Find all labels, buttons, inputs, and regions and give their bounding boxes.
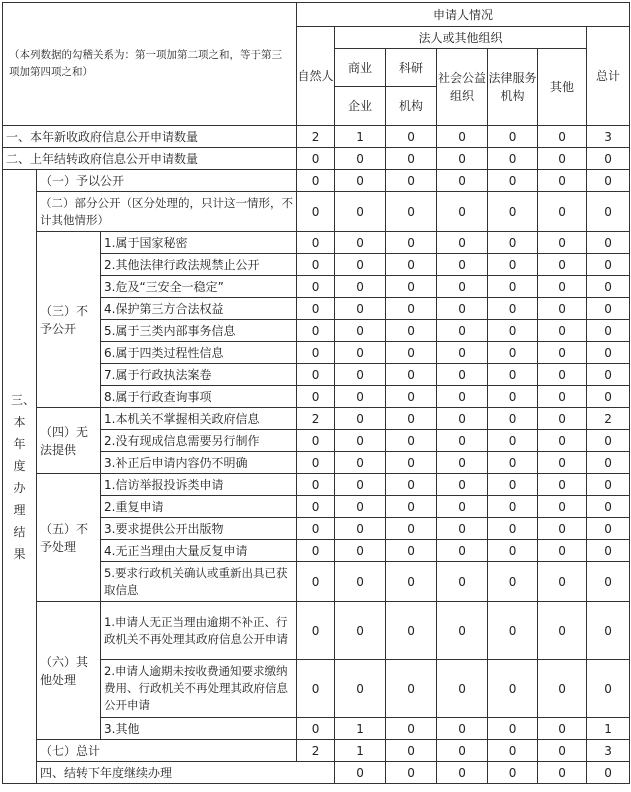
cell: 0: [437, 430, 488, 452]
cell: 0: [538, 452, 587, 474]
cell: 0: [488, 170, 538, 192]
cell: 0: [386, 254, 437, 276]
cell: 0: [335, 408, 386, 430]
cell: 0: [297, 386, 335, 408]
research-header-bottom: 机构: [386, 87, 437, 126]
cell: 0: [386, 408, 437, 430]
cell: 0: [538, 660, 587, 718]
cell: 0: [488, 386, 538, 408]
cell: 0: [386, 660, 437, 718]
cell: 1: [335, 126, 386, 148]
social-org-header: 社会公益组织: [437, 49, 488, 126]
cell: 0: [488, 762, 538, 784]
cell: 0: [335, 602, 386, 660]
cell: 0: [335, 364, 386, 386]
cell: 0: [386, 320, 437, 342]
cell: 0: [386, 540, 437, 562]
cell: 0: [386, 342, 437, 364]
row-label: 3.其他: [101, 718, 297, 740]
cell: 0: [297, 518, 335, 540]
cell: 0: [386, 562, 437, 602]
cell: 0: [335, 660, 386, 718]
cell: 0: [538, 762, 587, 784]
cell: 0: [437, 192, 488, 232]
cell: 0: [297, 660, 335, 718]
cell: 0: [437, 452, 488, 474]
cell: 0: [587, 170, 630, 192]
cell: 0: [538, 474, 587, 496]
cell: 0: [335, 430, 386, 452]
row-label: 2.重复申请: [101, 496, 297, 518]
commercial-header-bottom: 企业: [335, 87, 386, 126]
cell: 0: [386, 518, 437, 540]
cell: 0: [538, 540, 587, 562]
cell: 0: [437, 740, 488, 762]
cell: 0: [488, 148, 538, 170]
cell: 1: [335, 718, 386, 740]
cell: 0: [488, 276, 538, 298]
cell: 0: [538, 298, 587, 320]
cell: 0: [437, 496, 488, 518]
cell: 0: [587, 540, 630, 562]
row-label: 四、结转下年度继续办理: [37, 762, 335, 784]
row-label: 4.保护第三方合法权益: [101, 298, 297, 320]
legal-entity-header: 法人或其他组织: [335, 27, 587, 49]
cell: 0: [587, 496, 630, 518]
cell: 0: [386, 364, 437, 386]
cell: 0: [587, 320, 630, 342]
row-label: （一）予以公开: [37, 170, 297, 192]
cell: 0: [386, 602, 437, 660]
cell: 0: [437, 518, 488, 540]
cell: 0: [538, 740, 587, 762]
gov-info-disclosure-table: [2, 2, 630, 784]
table-row: [3, 170, 630, 192]
cell: 0: [488, 452, 538, 474]
cell: 0: [587, 386, 630, 408]
row-label: 8.属于行政查询事项: [101, 386, 297, 408]
cell: 0: [297, 320, 335, 342]
cell: 0: [437, 660, 488, 718]
table-row: [3, 740, 630, 762]
research-header-top: 科研: [386, 49, 437, 87]
row-label: 1.申请人无正当理由逾期不补正、行政机关不再处理其政府信息公开申请: [101, 602, 297, 660]
cell: 3: [587, 740, 630, 762]
cell: 0: [335, 298, 386, 320]
cell: 0: [335, 320, 386, 342]
cell: 0: [587, 430, 630, 452]
cell: 0: [538, 232, 587, 254]
cell: 0: [437, 254, 488, 276]
cell: 0: [488, 474, 538, 496]
cell: 0: [386, 718, 437, 740]
cell: 0: [386, 170, 437, 192]
row-label: 1.信访举报投诉类申请: [101, 474, 297, 496]
cell: 1: [587, 718, 630, 740]
section-three-label: 三、本年度办理结果: [3, 170, 37, 784]
cell: 0: [488, 192, 538, 232]
cell: 0: [437, 126, 488, 148]
cell: 0: [335, 762, 386, 784]
cell: 0: [538, 496, 587, 518]
cell: 0: [488, 364, 538, 386]
cell: 0: [297, 192, 335, 232]
cell: 0: [587, 192, 630, 232]
row-label: 6.属于四类过程性信息: [101, 342, 297, 364]
cell: 0: [335, 386, 386, 408]
cell: 0: [386, 148, 437, 170]
cell: 0: [386, 232, 437, 254]
total-header: 总计: [587, 27, 630, 126]
cell: 0: [335, 232, 386, 254]
cell: 0: [297, 342, 335, 364]
cell: 0: [386, 126, 437, 148]
cell: 0: [335, 276, 386, 298]
row-label: 2.申请人逾期未按收费通知要求缴纳费用、行政机关不再处理其政府信息公开申请: [101, 660, 297, 718]
cell: 0: [297, 232, 335, 254]
cell: 0: [538, 408, 587, 430]
cell: 0: [297, 254, 335, 276]
cell: 0: [587, 562, 630, 602]
cell: 0: [335, 192, 386, 232]
cell: 0: [538, 126, 587, 148]
cell: 0: [587, 474, 630, 496]
cell: 0: [587, 762, 630, 784]
cell: 0: [488, 660, 538, 718]
row-label: 3.补正后申请内容仍不明确: [101, 452, 297, 474]
cell: 2: [587, 408, 630, 430]
row-label: 2.其他法律行政法规禁止公开: [101, 254, 297, 276]
cell: 0: [437, 762, 488, 784]
row-label: （二）部分公开（区分处理的，只计这一情形，不计其他情形）: [37, 192, 297, 232]
cell: 0: [488, 342, 538, 364]
row-label: 5.属于三类内部事务信息: [101, 320, 297, 342]
cell: 0: [538, 192, 587, 232]
cell: 0: [488, 740, 538, 762]
cell: 0: [437, 276, 488, 298]
row-label: 4.无正当理由大量反复申请: [101, 540, 297, 562]
cell: 2: [297, 408, 335, 430]
cell: 0: [297, 364, 335, 386]
cell: 0: [538, 602, 587, 660]
group-three-label: （三）不予公开: [37, 232, 101, 408]
cell: 2: [297, 740, 335, 762]
cell: 0: [297, 474, 335, 496]
cell: 0: [538, 254, 587, 276]
cell: 0: [587, 276, 630, 298]
table-row: [3, 474, 630, 496]
table-row: [3, 192, 630, 232]
cell: 0: [538, 718, 587, 740]
cell: 0: [488, 496, 538, 518]
cell: 0: [335, 254, 386, 276]
group-six-label: （六）其他处理: [37, 602, 101, 740]
cell: 0: [538, 518, 587, 540]
cell: 0: [437, 562, 488, 602]
cell: 0: [437, 386, 488, 408]
cell: 0: [437, 364, 488, 386]
cell: 0: [437, 232, 488, 254]
table-row: [3, 408, 630, 430]
cell: 0: [297, 718, 335, 740]
row-label: 5.要求行政机关确认或重新出具已获取信息: [101, 562, 297, 602]
cell: 0: [488, 540, 538, 562]
cell: 0: [488, 232, 538, 254]
cell: 0: [335, 342, 386, 364]
cell: 0: [386, 762, 437, 784]
cell: 0: [297, 298, 335, 320]
cell: 0: [437, 298, 488, 320]
cell: 0: [335, 170, 386, 192]
cell: 0: [488, 408, 538, 430]
cell: 0: [297, 452, 335, 474]
cell: 0: [335, 452, 386, 474]
cell: 0: [335, 148, 386, 170]
cell: 0: [587, 452, 630, 474]
cell: 0: [437, 474, 488, 496]
cell: 0: [437, 342, 488, 364]
cell: 0: [297, 496, 335, 518]
cell: 0: [437, 602, 488, 660]
row-label: 3.危及“三安全一稳定”: [101, 276, 297, 298]
cell: 0: [538, 430, 587, 452]
cell: 0: [386, 496, 437, 518]
cell: 0: [437, 408, 488, 430]
cell: 0: [437, 718, 488, 740]
cell: 0: [386, 276, 437, 298]
cell: 0: [335, 518, 386, 540]
cell: 0: [335, 474, 386, 496]
cell: 0: [538, 320, 587, 342]
cell: 0: [335, 562, 386, 602]
cell: 0: [488, 254, 538, 276]
cell: 0: [538, 276, 587, 298]
table-row: [3, 232, 630, 254]
cell: 0: [437, 320, 488, 342]
cell: 0: [297, 276, 335, 298]
cell: 0: [297, 540, 335, 562]
cell: 0: [335, 540, 386, 562]
cell: 0: [297, 602, 335, 660]
cell: 0: [587, 602, 630, 660]
cell: 0: [437, 540, 488, 562]
legal-service-header: 法律服务机构: [488, 49, 538, 126]
cell: 0: [587, 342, 630, 364]
cell: 0: [297, 430, 335, 452]
cell: 0: [297, 148, 335, 170]
commercial-header-top: 商业: [335, 49, 386, 87]
row-label: 1.本机关不掌握相关政府信息: [101, 408, 297, 430]
cell: 0: [386, 452, 437, 474]
cell: 0: [386, 474, 437, 496]
cell: 0: [488, 562, 538, 602]
table-row: [3, 762, 630, 784]
cell: 0: [488, 126, 538, 148]
row-label: 1.属于国家秘密: [101, 232, 297, 254]
cell: 1: [335, 740, 386, 762]
group-four-label: （四）无法提供: [37, 408, 101, 474]
row-label: 2.没有现成信息需要另行制作: [101, 430, 297, 452]
cell: 0: [538, 170, 587, 192]
cell: 0: [386, 192, 437, 232]
row-label: （七）总计: [37, 740, 297, 762]
table-row: [3, 148, 630, 170]
cell: 0: [587, 364, 630, 386]
cell: 0: [587, 518, 630, 540]
cell: 0: [587, 148, 630, 170]
group-five-label: （五）不予处理: [37, 474, 101, 602]
cell: 0: [538, 364, 587, 386]
cell: 0: [488, 430, 538, 452]
cell: 0: [587, 660, 630, 718]
cell: 0: [538, 386, 587, 408]
cell: 0: [538, 342, 587, 364]
cell: 0: [488, 602, 538, 660]
cell: 0: [335, 496, 386, 518]
row-label: 7.属于行政执法案卷: [101, 364, 297, 386]
cell: 2: [297, 126, 335, 148]
other-header: 其他: [538, 49, 587, 126]
cell: 0: [538, 562, 587, 602]
cell: 0: [386, 298, 437, 320]
cell: 0: [386, 740, 437, 762]
row-label: 一、本年新收政府信息公开申请数量: [3, 126, 297, 148]
natural-person-header: 自然人: [297, 27, 335, 126]
cell: 0: [488, 298, 538, 320]
table-row: [3, 126, 630, 148]
table-note: （本列数据的勾稽关系为：第一项加第二项之和，等于第三项加第四项之和）: [3, 3, 297, 126]
cell: 0: [488, 718, 538, 740]
cell: 3: [587, 126, 630, 148]
cell: 0: [437, 170, 488, 192]
cell: 0: [437, 148, 488, 170]
cell: 0: [587, 232, 630, 254]
cell: 0: [538, 148, 587, 170]
cell: 0: [488, 320, 538, 342]
applicant-header: 申请人情况: [297, 3, 630, 27]
cell: 0: [297, 170, 335, 192]
cell: 0: [386, 430, 437, 452]
cell: 0: [587, 254, 630, 276]
row-label: 二、上年结转政府信息公开申请数量: [3, 148, 297, 170]
cell: 0: [587, 298, 630, 320]
cell: 0: [488, 518, 538, 540]
cell: 0: [297, 562, 335, 602]
row-label: 3.要求提供公开出版物: [101, 518, 297, 540]
table-row: [3, 602, 630, 660]
cell: 0: [386, 386, 437, 408]
